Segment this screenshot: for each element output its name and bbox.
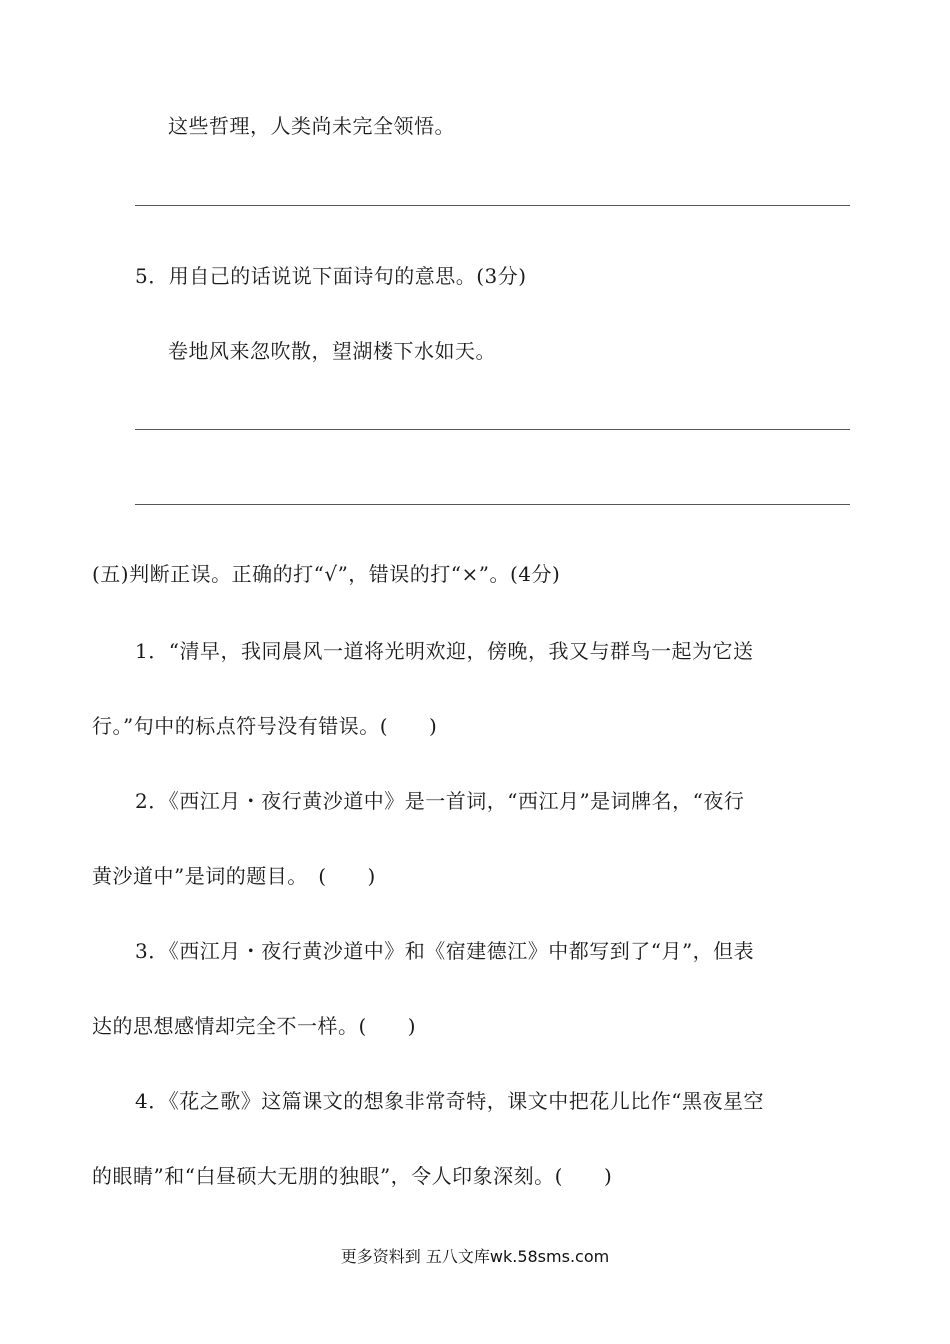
item-1-line-1: 1．“清早，我同晨风一道将光明欢迎，傍晚，我又与群鸟一起为它送 bbox=[135, 639, 754, 663]
item-1-line-2: 行。”句中的标点符号没有错误。( ) bbox=[92, 714, 438, 738]
item-3-line-2: 达的思想感情却完全不一样。( ) bbox=[92, 1014, 417, 1038]
footer-link[interactable]: 更多资料到 五八文库wk.58sms.com bbox=[340, 1247, 610, 1266]
quote-sentence: 这些哲理，人类尚未完全领悟。 bbox=[168, 114, 455, 138]
answer-line bbox=[135, 429, 850, 430]
answer-line bbox=[135, 205, 850, 206]
item-2-line-1: 2．《西江月・夜行黄沙道中》是一首词，“西江月”是词牌名，“夜行 bbox=[135, 789, 745, 813]
poem-line: 卷地风来忽吹散，望湖楼下水如天。 bbox=[168, 339, 496, 363]
question-5-prompt: 5．用自己的话说说下面诗句的意思。(3分) bbox=[135, 264, 527, 288]
section-heading: (五)判断正误。正确的打“√”，错误的打“×”。(4分) bbox=[92, 562, 561, 586]
answer-line bbox=[135, 504, 850, 505]
item-2-line-2: 黄沙道中”是词的题目。 ( ) bbox=[92, 864, 376, 888]
item-4-line-1: 4．《花之歌》这篇课文的想象非常奇特，课文中把花儿比作“黑夜星空 bbox=[135, 1089, 764, 1113]
item-3-line-1: 3．《西江月・夜行黄沙道中》和《宿建德江》中都写到了“月”，但表 bbox=[135, 939, 755, 963]
item-4-line-2: 的眼睛”和“白昼硕大无朋的独眼”，令人印象深刻。( ) bbox=[92, 1164, 613, 1188]
